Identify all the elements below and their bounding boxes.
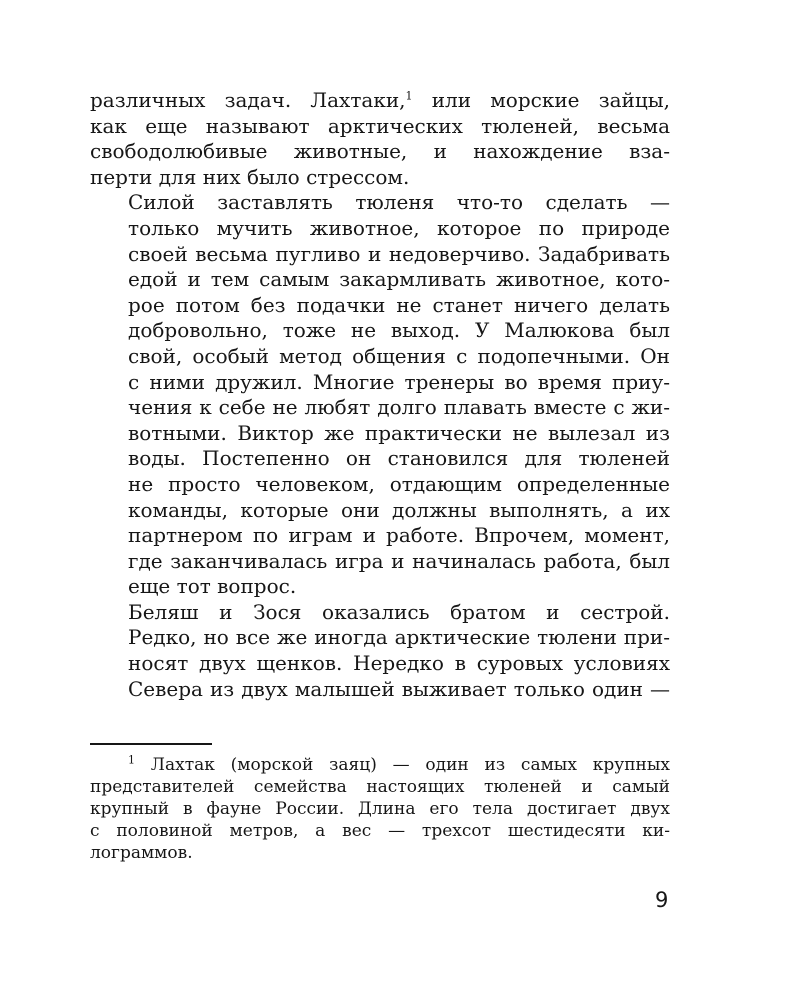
text-line: воды. Постепенно он становился для тюленей <box>128 446 670 471</box>
text-line: едой и тем самым закармливать животное, кото- <box>128 267 670 292</box>
paragraph-3 <box>90 600 670 702</box>
text-fragment: Лахтак (морской заяц) — один из самых крупных <box>150 755 670 775</box>
text-line: только мучить животное, которое по природе <box>128 215 670 240</box>
footnote-separator <box>90 743 212 745</box>
text-line: еще тот вопрос. <box>128 574 297 599</box>
paragraph-1 <box>90 88 670 190</box>
text-line: Редко, но все же иногда арктические тюлени при- <box>128 625 670 650</box>
text-line: партнером по играм и работе. Впрочем, момент, <box>128 523 670 548</box>
page-number: 9 <box>655 888 669 912</box>
text-line: как еще называют арктических тюленей, весьма <box>90 113 670 138</box>
text-line: Беляш и Зося оказались братом и сестрой. <box>128 599 670 624</box>
footnote-marker: 1 <box>128 753 135 767</box>
footnote <box>90 754 670 864</box>
text-line: своей весьма пугливо и недоверчиво. Задабривать <box>128 241 670 266</box>
footnote-line: крупный в фауне России. Длина его тела достигает двух <box>90 799 670 819</box>
footnote-line: с половиной метров, а вес — трехсот шестидесяти ки- <box>90 821 670 841</box>
text-line: не просто человеком, отдающим определенные <box>128 471 670 496</box>
footnote-line: представителей семейства настоящих тюленей и самый <box>90 777 670 797</box>
text-line: свой, особый метод общения с подопечными. Он <box>128 343 670 368</box>
main-text <box>90 88 670 702</box>
text-line: команды, которые они должны выполнять, а их <box>128 497 670 522</box>
text-line: Силой заставлять тюленя что-то сделать — <box>128 190 670 215</box>
text-line: свободолюбивые животные, и нахождение вза- <box>90 139 670 164</box>
paragraph-2 <box>90 190 670 600</box>
text-fragment: различных задач. Лахтаки, <box>90 88 406 112</box>
text-line: перти для них было стрессом. <box>90 164 410 189</box>
footnote-line: лограммов. <box>90 843 193 863</box>
text-line: чения к себе не любят долго плавать вместе с жи- <box>128 395 670 420</box>
text-line: с ними дружил. Многие тренеры во время приу- <box>128 369 670 394</box>
footnote-reference: 1 <box>405 89 413 103</box>
text-fragment: или морские зайцы, <box>412 88 670 112</box>
text-line: вотными. Виктор же практически не вылезал из <box>128 420 670 445</box>
text-line: носят двух щенков. Нередко в суровых условиях <box>128 651 670 676</box>
footnote-line <box>90 754 670 776</box>
text-line: добровольно, тоже не выход. У Малюкова был <box>128 318 670 343</box>
text-line <box>90 88 670 114</box>
text-line: рое потом без подачки не станет ничего делать <box>128 292 670 317</box>
text-line: где заканчивалась игра и начиналась работа, был <box>128 548 670 573</box>
text-line: Севера из двух малышей выживает только один — <box>128 676 670 701</box>
